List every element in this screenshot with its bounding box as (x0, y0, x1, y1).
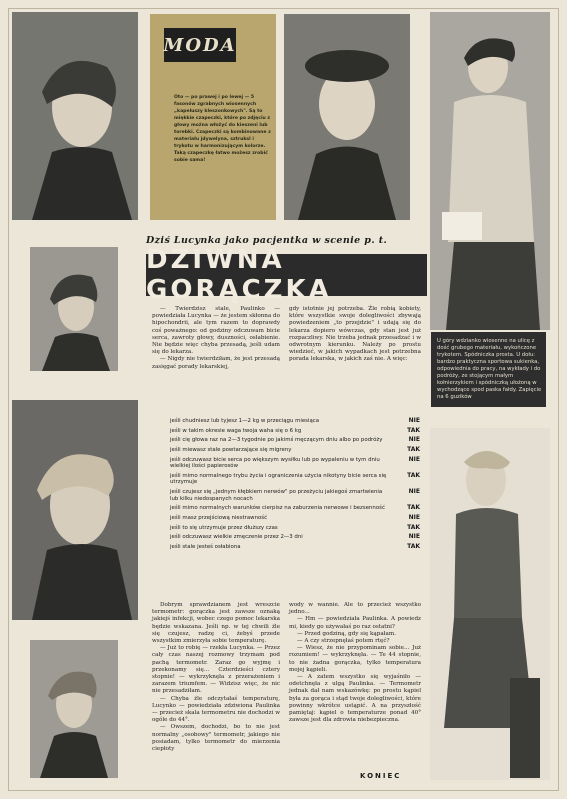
moda-intro-panel (150, 14, 276, 220)
list-item: jeśli masz przejściową niestrawność NIE (170, 514, 420, 521)
paragraph: — Już to robię — rzekła Lucynka. — Przez cały czas naszej rozmowy trzymam pod pachą termometr. Zaraz go wyjmę i przekonamy się... Czterdzieści cztery stopnie! — wykrzyknęła z przerażeniem i zarazem triumfem. — Widzisz więc, że nic nie przesadziłam. (152, 645, 280, 695)
list-item: jeśli miewasz stale powtarzające się migreny TAK (170, 446, 420, 454)
paragraph: — Przed godziną, gdy się kąpałam. (297, 630, 396, 637)
list-item: jeśli cię głowa raz na 2—3 tygodnie po jakimś męczącym dniu albo po podróży NIE (170, 436, 420, 444)
list-item: jeśli odczuwasz bicie serca po większym wysiłku lub po wypaleniu w tym dniu wielkiej ilości papierosów NIE (170, 455, 420, 470)
article-title: DZIWNA GORĄCZKA (146, 254, 427, 296)
list-item: jeśli stale jesteś osłabiona TAK (170, 543, 420, 551)
paragraph: — Hm — powiedziała Paulinka. A powiedz mi, kiedy go używałaś po raz ostatni? (289, 616, 421, 630)
paragraph: — Owszem, dochodzi, bo to nie jest normalny „osobowy" termometr, jakiego nie posiadam, tylko termometr do mierzenia ciepłoty (152, 724, 280, 753)
symptom-list (170, 418, 420, 554)
paragraph: — Twierdzisz stale, Paulinko — powiedziała Lucynka — że jestem skłonna do hipochondrii, ale tym razem to doprawdy coś poważnego: od godziny odczuwam bicie serca, zawroty głowy, duszności, osłabienie. Nie będzie więc chyba przesadą, jeśli udam się do lekarza. (152, 306, 280, 356)
list-item: jeśli czujesz się „jednym kłębkiem nerwów" po przeżyciu jakiegoś zmartwienia lub kilku niedospanych nocach NIE (170, 488, 420, 502)
photo-sport-dress (430, 428, 550, 780)
article-subtitle: Dziś Lucynka jako pacjentka w scenie p. t. (146, 235, 388, 246)
paragraph: gdy istotnie jej potrzeba. Źle robią kobiety, które wszystkie swoje dolegliwości zbywają powiedzeniem „to przejdzie" i udają się do lekarza dopiero wówczas, gdy stan jest już rozpaczliwy. Nie trzeba jednak przesadzać i w odwrotnym kierunku. Należy po prostu wiedzieć, w jakich wypadkach jest potrzebna porada lekarska, w jakich zaś nie. A więc: (289, 306, 421, 363)
photo-hat-4 (12, 400, 138, 620)
paragraph: wody w wannie. Ale to przecież wszystko jedno... (289, 602, 421, 616)
photo-hat-2 (284, 14, 410, 220)
list-item: jeśli chudniesz lub tyjesz 1—2 kg w przeciągu miesiąca NIE (170, 417, 420, 424)
article-column-left (152, 306, 280, 371)
list-item: jeśli to się utrzymuje przez dłuższy czas TAK (170, 523, 420, 531)
article-column-bottom-right (289, 602, 421, 724)
photo-street-outfit (430, 12, 550, 330)
list-item: jeśli odczuwasz wielkie zmęczenie przez 2—3 dni NIE (170, 533, 420, 541)
paragraph: Dobrym sprawdzianem jest wreszcie termometr: gorączka jest zawsze oznaką jakiejś infekcji, wobec czego pomoc lekarska będzie wskazana. Jeśli np. w tej chwili źle się czujesz, radzę ci, żebyś przede wszystkim zmierzyła sobie temperaturę. (152, 602, 280, 645)
paragraph: — A czy strzepnęłaś potem rtęć? (297, 638, 390, 645)
list-item: jeśli w takim okresie waga twoja waha się o 6 kg TAK (170, 426, 420, 434)
list-item: jeśli mimo normalnych warunków cierpisz na zaburzenia nerwowe i bezsenność TAK (170, 504, 420, 512)
paragraph: — Wiesz, że nie przypominam sobie... Już rozumiem! — wykrzyknęła. — Te 44 stopnie, to nie żadna gorączka, tylko temperatura mojej kąpieli. (289, 645, 421, 673)
photo-hat-5 (30, 640, 118, 778)
photo-hat-1 (12, 12, 138, 220)
paragraph: — A zatem wszystko się wyjaśniło — odetchnęła z ulgą Paulinka. — Termometr jednak dał nam wskazówkę: po prostu kąpiel była za gorąca i stąd twoje dolegliwości, które powinny wkrótce ustąpić. A na przyszłość pamiętaj: kąpiel o temperaturze ponad 40° zawsze jest dla zdrowia niebezpieczna. (289, 674, 421, 724)
paragraph: — Chyba źle odczytałaś temperaturę, Lucynko — powiedziała zdziwiona Paulinka — przecież skala termometru nie dochodzi w ogóle do 44°. (152, 695, 280, 724)
paragraph: — Nigdy nie twierdziłam, że jest przesadą zasięgać porady lekarskiej, (152, 356, 280, 370)
intro-text: Oto — po prawej i po lewej — 5 fasonów zgrabnych wiosennych „kapeluszy kleszonkowych". Są to miękkie czapeczki, które po zdjęciu z głowy można włożyć do kieszeni lub torebki. Czapeczki są kombinowane z materiału jdywelyna, sztruksl i trykotu w harmonizującym kolorze. Taką czapeczkę łatwo możesz zrobić sobie sama! (174, 95, 271, 163)
article-end-marker: KONIEC (360, 772, 402, 780)
article-column-bottom-left (152, 602, 280, 753)
photo-hat-3 (30, 247, 118, 371)
article-column-right (289, 306, 421, 364)
moda-label: MODA (164, 28, 236, 62)
fashion-caption: U góry wdzianko wiosenne na ulicę z dość grubego materiału, wykończone trykotem. Spódniczka prosta. U dołu: bardzo praktyczna sportowa sukienka, odpowiednia do pracy, na wykłady i do podróży, ze stojącym małym kołnierzykiem i spódniczką ułożoną w wychodzące spod paska fałdy. Zapięcie na 6 guzików (431, 332, 546, 407)
list-item: jeśli mimo normalnego trybu życia i ograniczenia użycia nikotyny bicie serca się utrzymuje TAK (170, 471, 420, 486)
